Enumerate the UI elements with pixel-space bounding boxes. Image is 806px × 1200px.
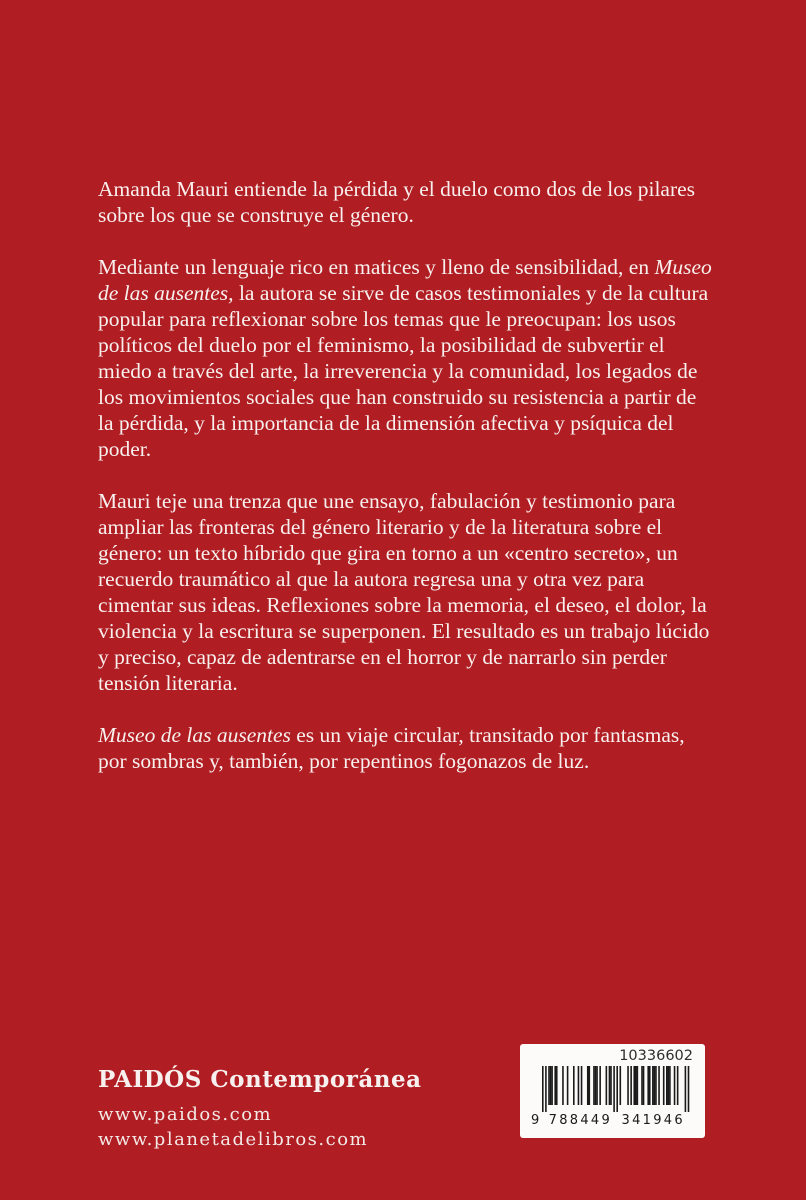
synopsis-paragraph-1 [98, 176, 716, 228]
synopsis-text: Mauri teje una trenza que une ensayo, fabulación y testimonio para ampliar las fronteras del género literario y de la literatura sobre el género: un texto híbrido que gira en torno a un «centro secreto», un recuerdo traumático al que la autora regresa una y otra vez para cimentar sus ideas. Reflexiones sobre la memoria, el deseo, el dolor, la violencia y la escritura se superponen. El resultado es un trabajo lúcido y preciso, capaz de adentrarse en el horror y de narrarlo sin perder tensión literaria. [98, 489, 710, 695]
barcode-box [520, 1044, 705, 1138]
synopsis-text: es un viaje circular, transitado por fantasmas, por sombras y, también, por repentinos fogonazos de luz. [98, 723, 685, 773]
publisher-url-paidos: www.paidos.com [98, 1104, 273, 1125]
publisher-url-planetadelibros: www.planetadelibros.com [98, 1129, 369, 1150]
barcode-ean13 [528, 1066, 698, 1128]
svg-text:9: 9 [531, 1113, 540, 1128]
barcode-sku: 10336602 [619, 1048, 693, 1064]
synopsis-text: Mediante un lenguaje rico en matices y lleno de sensibilidad, en [98, 255, 655, 279]
synopsis-paragraph-4 [98, 722, 716, 774]
svg-text:341946: 341946 [621, 1113, 683, 1128]
imprint-name: PAIDÓS Contemporánea [98, 1066, 422, 1093]
synopsis-paragraph-2 [98, 254, 716, 462]
publisher-block [98, 1066, 422, 1152]
synopsis-text: la autora se sirve de casos testimoniales y de la cultura popular para reflexionar sobre los temas que le preocupan: los usos políticos del duelo por el feminismo, la posibilidad de subvertir el miedo a través del arte, la irreverencia y la comunidad, los legados de los movimientos sociales que han construido su resistencia a partir de la pérdida, y la importancia de la dimensión afectiva y psíquica del poder. [98, 281, 709, 461]
synopsis-paragraph-3 [98, 488, 716, 696]
synopsis [98, 176, 716, 800]
synopsis-text: Amanda Mauri entiende la pérdida y el duelo como dos de los pilares sobre los que se construye el género. [98, 177, 696, 227]
book-title-italic: Museo de las ausentes [98, 723, 291, 747]
book-title-italic: Museo de las ausentes, [98, 255, 712, 305]
svg-text:788449: 788449 [548, 1113, 610, 1128]
